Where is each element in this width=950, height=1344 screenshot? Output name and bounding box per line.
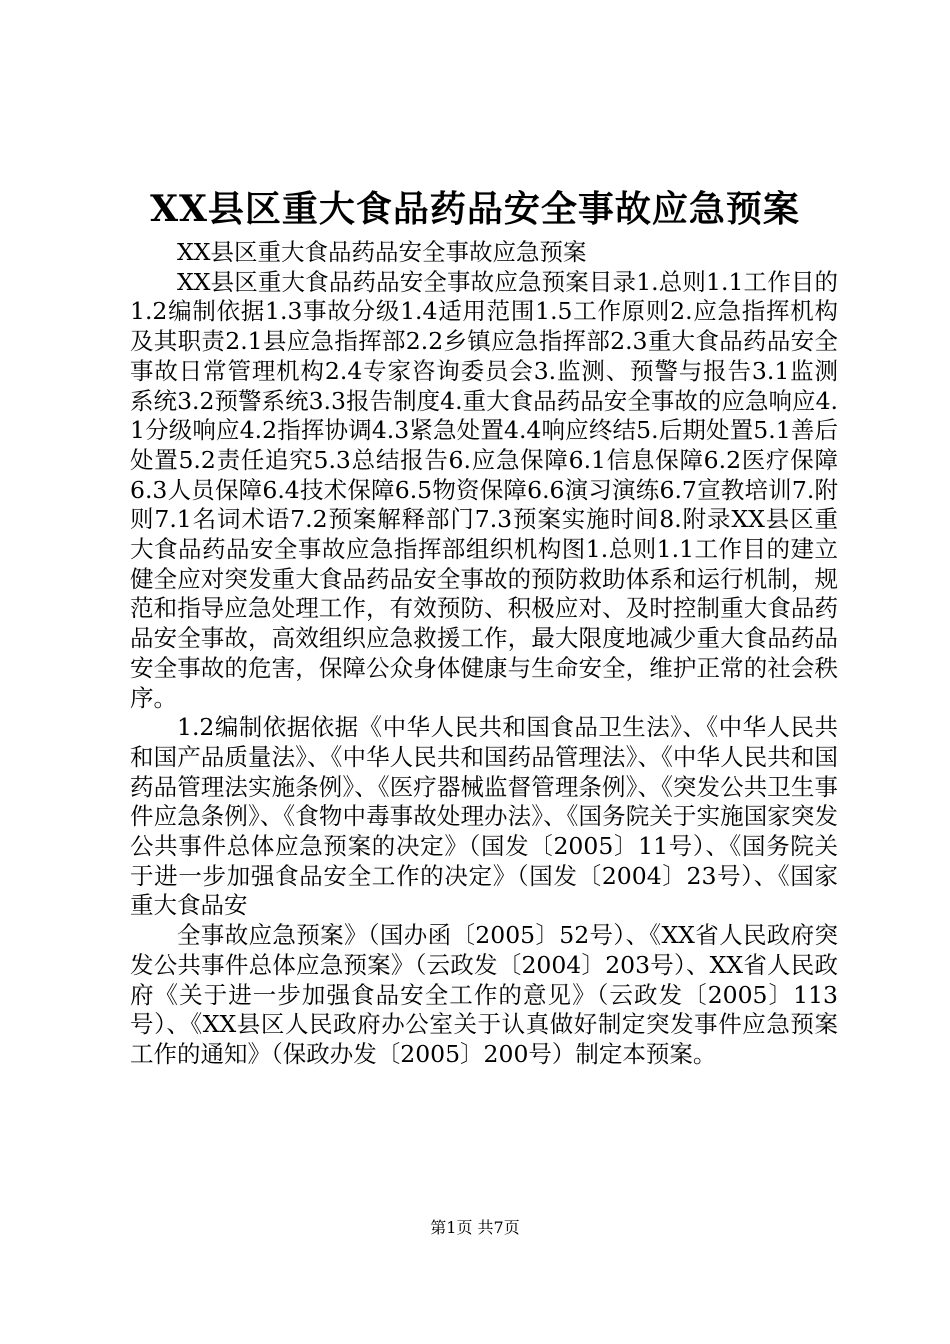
- paragraph: XX县区重大食品药品安全事故应急预案目录1.总则1.1工作目的1.2编制依据1.3事故分级1.4适用范围1.5工作原则2.应急指挥机构及其职责2.1县应急指挥部2.2乡镇应急指挥部2.3重大食品药品安全事故日常管理机构2.4专家咨询委员会3.监测、预警与报告3.1监测系统3.2预警系统3.3报告制度4.重大食品药品安全事故的应急响应4.1分级响应4.2指挥协调4.3紧急处置4.4响应终结5.后期处置5.1善后处置5.2责任追究5.3总结报告6.应急保障6.1信息保障6.2医疗保障6.3人员保障6.4技术保障6.5物资保障6.6演习演练6.7宣教培训7.附则7.1名词术语7.2预案解释部门7.3预案实施时间8.附录XX县区重大食品药品安全事故应急指挥部组织机构图1.总则1.1工作目的建立健全应对突发重大食品药品安全事故的预防救助体系和运行机制，规范和指导应急处理工作，有效预防、积极应对、及时控制重大食品药品安全事故，高效组织应急救援工作，最大限度地减少重大食品药品安全事故的危害，保障公众身体健康与生命安全，维护正常的社会秩序。: [130, 267, 838, 712]
- page-number-footer: 第1页 共7页: [430, 1218, 520, 1237]
- paragraph: 全事故应急预案》（国办函〔2005〕52号）、《XX省人民政府突发公共事件总体应急预案》（云政发〔2004〕203号）、XX省人民政府《关于进一步加强食品安全工作的意见》（云政发〔2005〕113号）、《XX县区人民政府办公室关于认真做好制定突发事件应急预案工作的通知》（保政办发〔2005〕200号）制定本预案。: [130, 921, 838, 1068]
- paragraph: XX县区重大食品药品安全事故应急预案: [177, 238, 587, 266]
- document-body: [130, 238, 838, 1070]
- paragraph: 1.2编制依据依据《中华人民共和国食品卫生法》、《中华人民共和国产品质量法》、《中华人民共和国药品管理法》、《中华人民共和国药品管理法实施条例》、《医疗器械监督管理条例》、《突发公共卫生事件应急条例》、《食物中毒事故处理办法》、《国务院关于实施国家突发公共事件总体应急预案的决定》（国发〔2005〕11号）、《国务院关于进一步加强食品安全工作的决定》（国发〔2004〕23号）、《国家重大食品安: [130, 713, 838, 920]
- document-title: XX县区重大食品药品安全事故应急预案: [150, 188, 800, 230]
